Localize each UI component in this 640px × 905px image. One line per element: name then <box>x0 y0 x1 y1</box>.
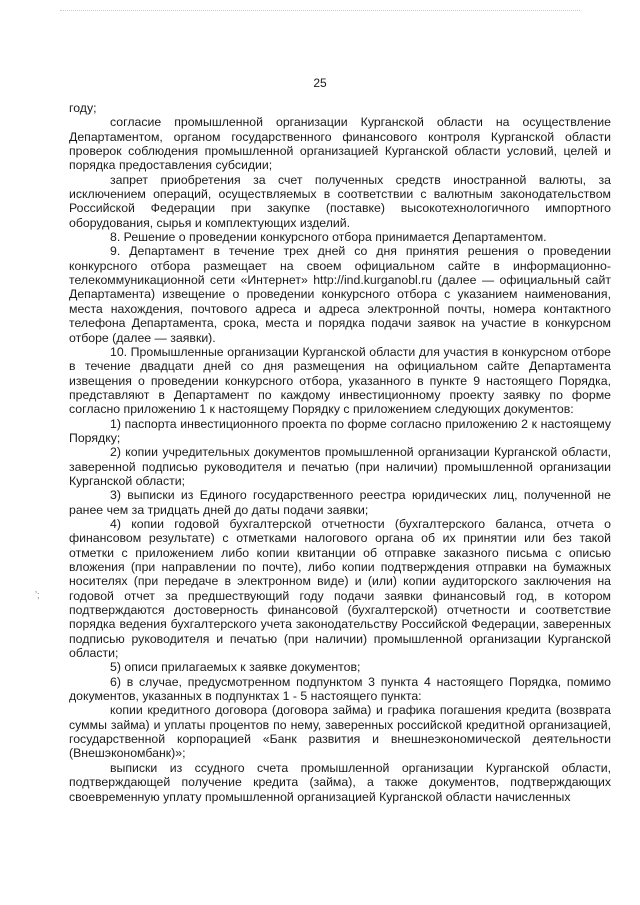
paragraph: 6) в случае, предусмотренном подпунктом 3 пункта 4 настоящего Порядка, помимо документов, указанных в подпунктах 1 - 5 настоящего пункта: <box>69 674 611 704</box>
paragraph: выписки из ссудного счета промышленной организации Курганской области, подтверждающей получение кредита (займа), а также документов, подтверждающих своевременную уплату промышленной организацией Курганской области начисленных <box>69 760 611 804</box>
scan-artifact-line <box>60 10 580 13</box>
paragraph: 1) паспорта инвестиционного проекта по форме согласно приложению 2 к настоящему Порядку; <box>69 416 611 445</box>
paragraph: 8. Решение о проведении конкурсного отбора принимается Департаментом. <box>110 230 547 245</box>
paragraph: копии кредитного договора (договора займа) и графика погашения кредита (возврата суммы займа) и уплаты процентов по нему, заверенных российской кредитной организацией, государственной корпорацией «Банк развития и внешнеэкономической деятельности (Внешэкономбанк)»; <box>69 703 611 761</box>
paragraph: запрет приобретения за счет полученных средств иностранной валюты, за исключением операций, осуществляемых в соответствии с валютным законодательством Российской Федерации при закупке (поставке) высокотехнологичного импортного оборудования, сырья и комплектующих изделий. <box>69 172 611 230</box>
paragraph: году; <box>69 101 97 115</box>
paragraph: 10. Промышленные организации Курганской области для участия в конкурсном отборе в течение двадцати дней со дня размещения на официальном сайте Департамента извещения о проведении конкурсного отбора, указанного в пункте 9 настоящего Порядка, представляют в Департамент по каждому инвестиционному проекту заявку по форме согласно приложению 1 к настоящему Порядку с приложением следующих документов: <box>69 344 611 417</box>
paragraph: 3) выписки из Единого государственного реестра юридических лиц, полученной не ранее чем за тридцать дней до даты подачи заявки; <box>69 488 611 517</box>
paragraph: 4) копии годовой бухгалтерской отчетности (бухгалтерского баланса, отчета о финансовом результате) с отметками налогового органа об их принятии или без такой отметки с приложением либо копии квитанции об отправке заказного письма с описью вложения (при направлении по почте), либо копии подтверждения отправки на бумажных носителях (при передаче в электронном виде) и (или) копии аудиторского заключения на годовой отчет за предшествующий году подачи заявки финансовый год, в котором подтверждаются достоверность финансовой (бухгалтерской) отчетности и соответствие порядка ведения бухгалтерского учета законодательству Российской Федерации, заверенных подписью руководителя и печатью (при наличии) промышленной организации Курганской области; <box>69 516 611 661</box>
paragraph: 2) копии учредительных документов промышленной организации Курганской области, заверенной подписью руководителя и печатью (при наличии) промышленной организации Курганской области; <box>69 445 611 488</box>
paragraph: согласие промышленной организации Курганской области на осуществление Департаментом, органом государственного финансового контроля Курганской области проверок соблюдения промышленной организацией Курганской области условий, целей и порядка предоставления субсидии; <box>69 115 611 173</box>
paragraph: 5) описи прилагаемых к заявке документов; <box>110 660 361 675</box>
document-body <box>69 101 611 804</box>
page-number: 25 <box>313 76 327 90</box>
margin-mark: ʼ; <box>35 590 40 600</box>
paragraph: 9. Департамент в течение трех дней со дня принятия решения о проведении конкурсного отбора размещает на своем официальном сайте в информационно-телекоммуникационной сети «Интернет» http://ind.kurganobl.ru (далее — официальный сайт Департамента) извещение о проведении конкурсного отбора с указанием наименования, места нахождения, почтового адреса и адреса электронной почты, номера контактного телефона Департамента, срока, места и порядка подачи заявок на участие в конкурсном отборе (далее — заявки). <box>69 244 611 345</box>
